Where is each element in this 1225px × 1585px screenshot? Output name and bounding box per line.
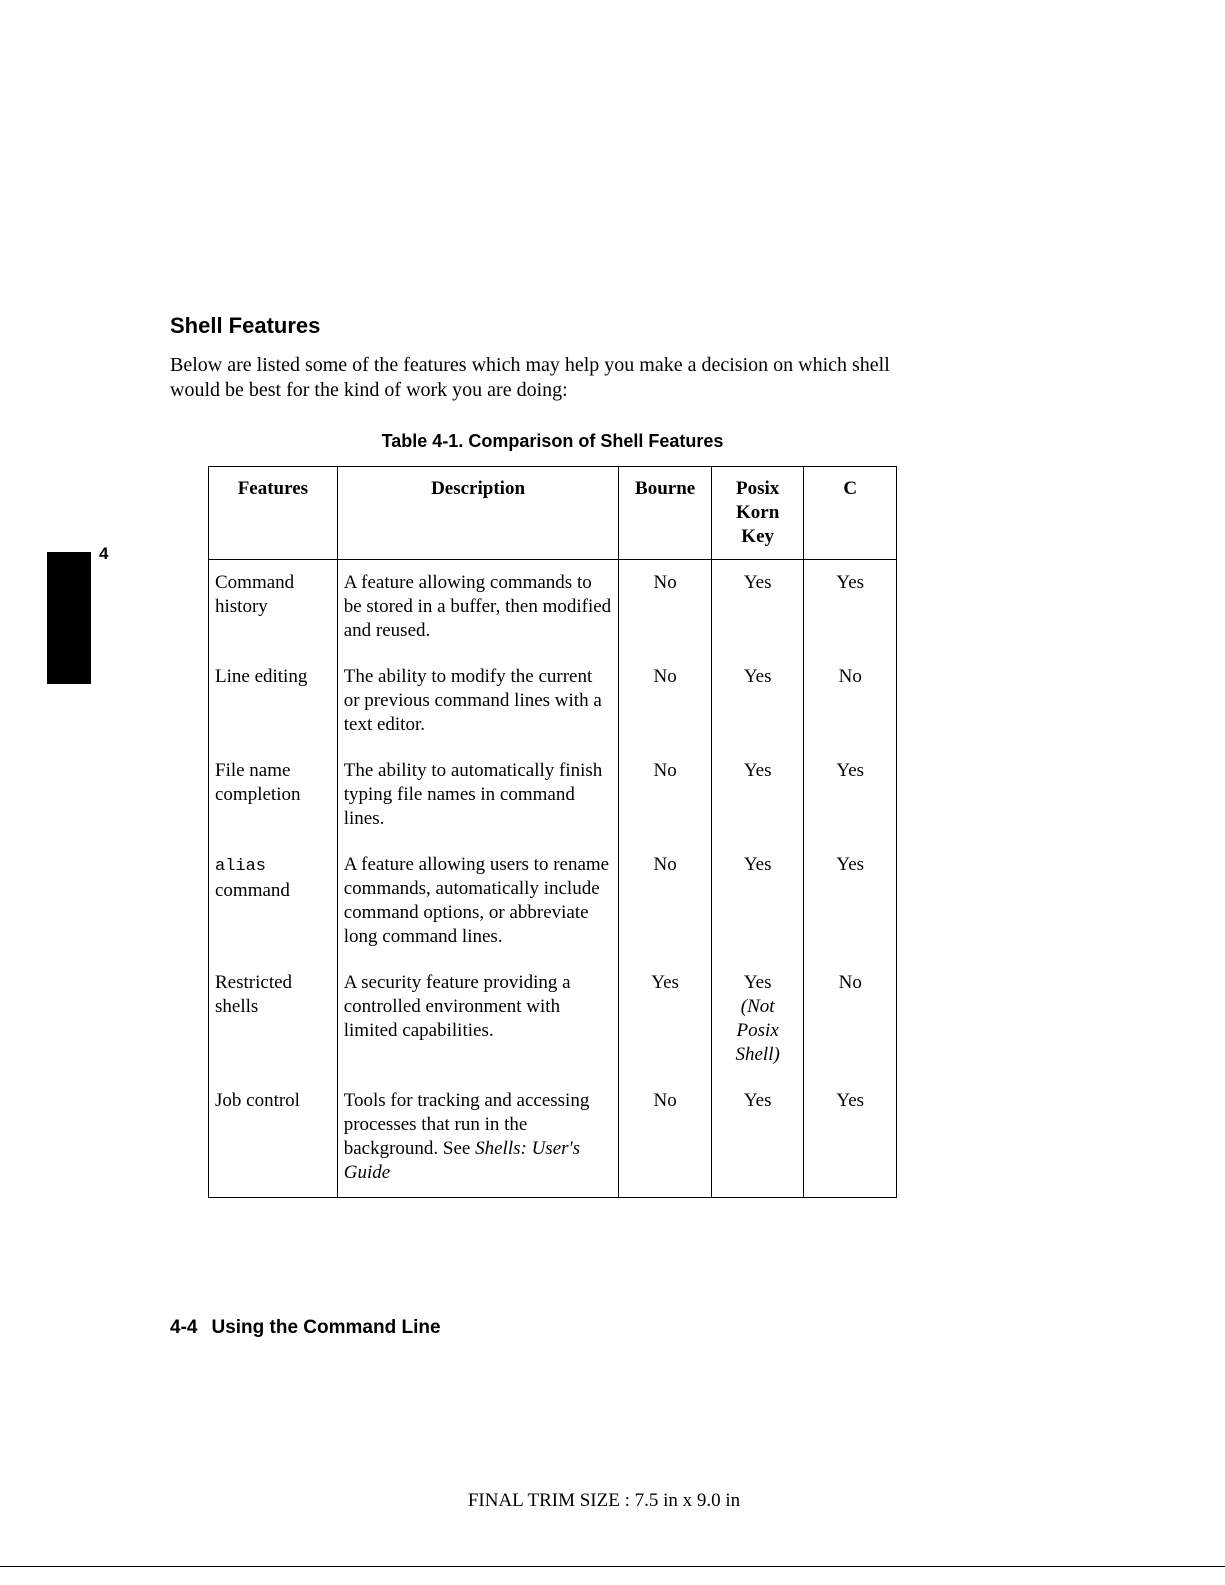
c-cell: No [804,654,897,748]
table-row [209,1078,897,1198]
section-title: Shell Features [170,313,321,338]
table-row [209,748,897,842]
header-posix-korn-key [711,467,804,560]
feature-cell: Command history [209,560,338,655]
korn-note: (Not Posix Shell) [735,996,780,1065]
header-c: C [804,467,897,560]
bourne-cell: No [619,748,712,842]
shell-features-table [208,466,897,1198]
table-row [209,654,897,748]
page-footer [170,1317,441,1339]
bourne-cell: Yes [619,960,712,1078]
header-korn-line3: Key [741,526,775,547]
alias-code: alias [215,857,267,876]
header-features: Features [209,467,338,560]
korn-cell: Yes [711,842,804,960]
c-cell: Yes [804,748,897,842]
intro-paragraph: Below are listed some of the features which may help you make a decision on which shell would be best for the kind of work you are doing: [170,354,890,401]
c-cell: Yes [804,842,897,960]
description-text: Tools for tracking and accessing processes that run in the background. See [343,1090,590,1159]
feature-cell: Line editing [209,654,338,748]
header-description: Description [337,467,619,560]
c-cell: No [804,960,897,1078]
description-cell: The ability to automatically finish typing file names in command lines. [337,748,619,842]
feature-cell: Job control [209,1078,338,1198]
bourne-cell: No [619,842,712,960]
feature-cell: File name completion [209,748,338,842]
c-cell: Yes [804,560,897,655]
c-cell: Yes [804,1078,897,1198]
korn-value: Yes [743,972,772,993]
feature-cell: Restricted shells [209,960,338,1078]
chapter-title: Using the Command Line [211,1317,441,1338]
korn-cell [711,960,804,1078]
chapter-thumb-tab [47,552,91,684]
feature-cell [209,842,338,960]
header-bourne: Bourne [619,467,712,560]
description-cell: A feature allowing users to rename commands, automatically include command options, or abbreviate long command lines. [337,842,619,960]
bourne-cell: No [619,654,712,748]
korn-cell: Yes [711,560,804,655]
bottom-rule [0,1566,1225,1567]
header-korn-line2: Korn [736,502,780,523]
description-cell: A security feature providing a controlled environment with limited capabilities. [337,960,619,1078]
trim-size-note: FINAL TRIM SIZE : 7.5 in x 9.0 in [467,1490,741,1511]
manual-reference: Shells: User's Guide [343,1138,580,1183]
table-row [209,842,897,960]
korn-cell: Yes [711,748,804,842]
header-korn-line1: Posix [736,478,780,499]
table-header-row [209,467,897,560]
table-row [209,960,897,1078]
korn-cell: Yes [711,654,804,748]
page-number: 4-4 [170,1317,198,1338]
chapter-thumb-number: 4 [99,544,109,563]
table-caption: Table 4-1. Comparison of Shell Features [381,431,724,451]
feature-cell-text: command [215,880,290,901]
korn-cell: Yes [711,1078,804,1198]
bourne-cell: No [619,1078,712,1198]
description-cell: The ability to modify the current or previous command lines with a text editor. [337,654,619,748]
description-cell: A feature allowing commands to be stored in a buffer, then modified and reused. [337,560,619,655]
bourne-cell: No [619,560,712,655]
description-cell [337,1078,619,1198]
table-row [209,560,897,655]
